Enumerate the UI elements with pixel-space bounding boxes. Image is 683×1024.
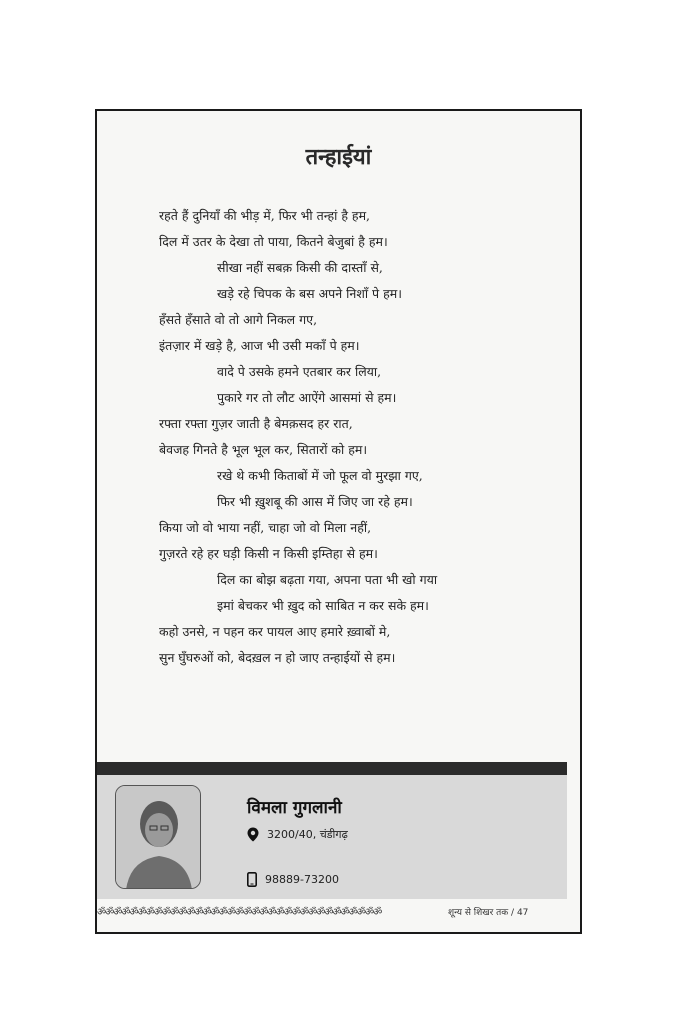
author-photo bbox=[115, 785, 201, 889]
poem-title: तन्हाईयां bbox=[305, 144, 372, 170]
footer-band bbox=[97, 762, 567, 775]
poem-line: रहते हैं दुनियाँ की भीड़ में, फिर भी तन्हां है हम, bbox=[159, 208, 371, 223]
phone-row bbox=[247, 872, 339, 887]
book-page-label: शून्य से शिखर तक / 47 bbox=[448, 907, 529, 918]
poem-line: बेवजह गिनते है भूल भूल कर, सितारों को हम। bbox=[159, 442, 368, 457]
poem-line: कहो उनसे, न पहन कर पायल आए हमारे ख़्वाबों मे, bbox=[159, 624, 391, 639]
author-panel bbox=[97, 775, 567, 899]
poem-line: दिल का बोझ बढ़ता गया, अपना पता भी खो गया bbox=[217, 572, 438, 587]
poem-line: इंतज़ार में खड़े है, आज भी उसी मकाँ पे हम। bbox=[159, 338, 360, 353]
mobile-phone-icon bbox=[247, 872, 257, 887]
poem-line: गुज़रते रहे हर घड़ी किसी न किसी इम्तिहा से हम। bbox=[159, 546, 378, 561]
poem-body bbox=[159, 203, 559, 671]
poem-line: पुकारे गर तो लौट आऐंगे आसमां से हम। bbox=[217, 390, 397, 405]
poem-line: वादे पे उसके हमने एतबार कर लिया, bbox=[217, 364, 382, 379]
poem-line: सीखा नहीं सबक़ किसी की दास्ताँ से, bbox=[217, 260, 383, 275]
address-row bbox=[247, 827, 348, 842]
poem-line: फिर भी ख़ुशबू की आस में जिए जा रहे हम। bbox=[217, 494, 413, 509]
location-pin-icon bbox=[247, 827, 259, 842]
poem-line: किया जो वो भाया नहीं, चाहा जो वो मिला नहीं, bbox=[159, 520, 372, 535]
author-name: विमला गुगलानी bbox=[247, 798, 342, 818]
page-footer bbox=[97, 901, 567, 921]
author-address: 3200/40, चंडीगढ़ bbox=[267, 828, 348, 841]
poem-line: खड़े रहे चिपक के बस अपने निशाँ पे हम। bbox=[217, 286, 402, 301]
poem-line: सुन घुँघरुओं को, बेदख़ल न हो जाए तन्हाईयों से हम। bbox=[159, 650, 396, 665]
poem-line: रखे थे कभी किताबों में जो फूल वो मुरझा गए, bbox=[217, 468, 423, 483]
poem-line: रफ्ता रफ्ता गुज़र जाती है बेमक़सद हर रात, bbox=[159, 416, 353, 431]
poem-line: हँसते हँसाते वो तो आगे निकल गए, bbox=[159, 312, 318, 327]
poem-line: इमां बेचकर भी ख़ुद को साबित न कर सके हम। bbox=[217, 598, 429, 613]
book-page bbox=[95, 109, 582, 934]
poem-line: दिल में उतर के देखा तो पाया, कितने बेजुबां है हम। bbox=[159, 234, 388, 249]
author-phone: 98889-73200 bbox=[265, 873, 339, 886]
ornament-border: ॐॐॐॐॐॐॐॐॐॐॐॐॐॐॐॐॐॐॐॐॐॐॐॐॐॐॐॐॐॐॐॐॐॐॐ bbox=[97, 907, 382, 918]
